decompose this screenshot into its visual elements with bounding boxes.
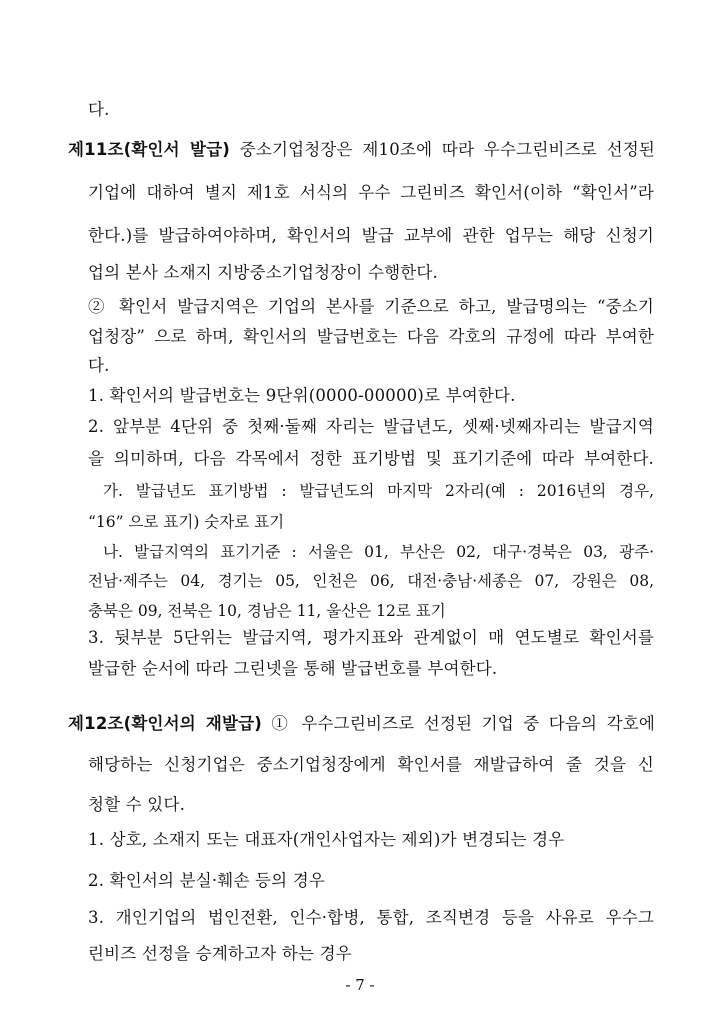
article-11-item-3-line-2: 발급한 순서에 따라 그린넷을 통해 발급번호를 부여한다. [88,659,498,678]
article-11-title: 제11조(확인서 발급) [68,140,231,159]
article-11-item-2-ga-line-2: “16” 으로 표기) 숫자로 표기 [88,513,285,531]
article-12-p1-line-3: 청할 수 있다. [88,795,186,814]
article-11-item-2-line-1: 2. 앞부분 4단위 중 첫째·둘째 자리는 발급년도, 셋째·넷째자리는 발급지역 [88,417,654,436]
article-11-p1-line-1: 중소기업청장은 제10조에 따라 우수그린비즈로 선정된 [239,140,655,159]
article-11-p2-line-3: 다. [88,356,110,375]
article-12-first-line [68,713,655,735]
article-11-item-2-ga-line-1: 가. 발급년도 표기방법 : 발급년도의 마지막 2자리(예 : 2016년의 경우, [103,482,654,500]
article-11-item-1: 1. 확인서의 발급번호는 9단위(0000-00000)로 부여한다. [88,386,516,405]
article-11-p2-line-2: 업청장” 으로 하며, 확인서의 발급번호는 다음 각호의 규정에 따라 부여한 [88,327,654,346]
article-11-p1-line-2: 기업에 대하여 별지 제1호 서식의 우수 그린비즈 확인서(이하 “확인서”라 [88,183,654,202]
page-number: - 7 - [345,976,375,994]
article-11-item-3-line-1: 3. 뒷부분 5단위는 발급지역, 평가지표와 관계없이 매 연도별로 확인서를 [88,628,654,647]
article-12-item-1: 1. 상호, 소재지 또는 대표자(개인사업자는 제외)가 변경되는 경우 [88,830,565,849]
article-11-p1-line-3: 한다.)를 발급하여야하며, 확인서의 발급 교부에 관한 업무는 해당 신청기 [88,226,654,245]
article-12-item-3-line-2: 린비즈 선정을 승계하고자 하는 경우 [88,944,352,963]
article-12-p1-line-2: 해당하는 신청기업은 중소기업청장에게 확인서를 재발급하여 줄 것을 신 [88,755,654,774]
article-12-item-2: 2. 확인서의 분실·훼손 등의 경우 [88,871,326,890]
article-11-p1-line-4: 업의 본사 소재지 지방중소기업청장이 수행한다. [88,263,439,282]
article-11-p2-line-1: ② 확인서 발급지역은 기업의 본사를 기준으로 하고, 발급명의는 “중소기 [88,297,654,316]
article-12-title: 제12조(확인서의 재발급) [68,714,262,733]
article-11-item-2-na-line-2: 전남·제주는 04, 경기는 05, 인천은 06, 대전·충남·세종은 07, 강원은 08, [88,572,654,590]
carry-over-text: 다. [88,100,110,119]
article-11-item-2-na-line-3: 충북은 09, 전북은 10, 경남은 11, 울산은 12로 표기 [88,602,446,620]
article-12-p1-line-1: ① 우수그린비즈로 선정된 기업 중 다음의 각호에 [271,714,655,733]
article-12-item-3-line-1: 3. 개인기업의 법인전환, 인수·합병, 통합, 조직변경 등을 사유로 우수그 [88,908,654,927]
article-11-item-2-line-2: 을 의미하며, 다음 각목에서 정한 표기방법 및 표기기준에 따라 부여한다. [88,449,654,468]
article-11-first-line [68,139,655,161]
article-11-item-2-na-line-1: 나. 발급지역의 표기기준 : 서울은 01, 부산은 02, 대구·경북은 03, 광주· [103,543,654,561]
